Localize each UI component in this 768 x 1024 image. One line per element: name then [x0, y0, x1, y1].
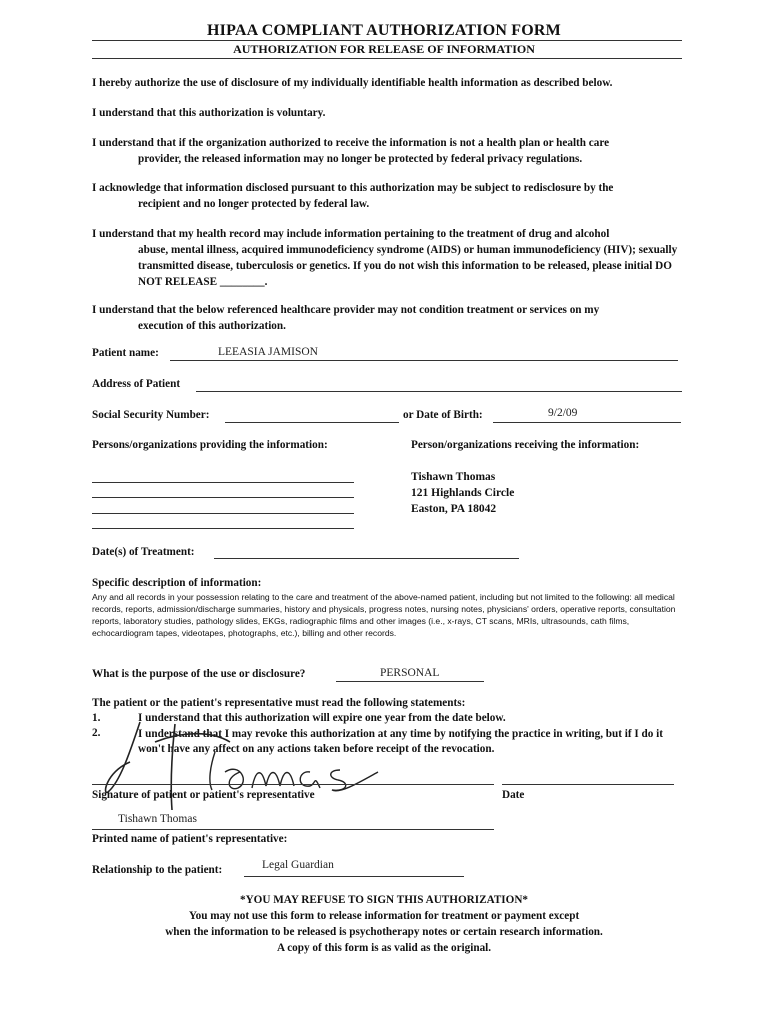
receiving-street: 121 Highlands Circle [411, 487, 515, 499]
purpose-line [336, 681, 484, 682]
providing-line-1[interactable] [92, 482, 354, 483]
footer-line-2: You may not use this form to release information for treatment or payment except [188, 910, 580, 922]
providing-label: Persons/organizations providing the information: [92, 439, 328, 451]
signature-label: Signature of patient or patient's representative [92, 789, 315, 801]
form-subtitle: AUTHORIZATION FOR RELEASE OF INFORMATION [233, 42, 535, 56]
providing-line-4[interactable] [92, 528, 354, 529]
ssn-label: Social Security Number: [92, 409, 210, 421]
read-item-2-num: 2. [92, 727, 101, 739]
form-title: HIPAA COMPLIANT AUTHORIZATION FORM [207, 22, 561, 39]
statement-voluntary: I understand that this authorization is voluntary. [92, 107, 326, 119]
receiving-city: Easton, PA 18042 [411, 503, 497, 515]
relationship-label: Relationship to the patient: [92, 864, 223, 876]
statement-sensitive-info: I understand that my health record may include information pertaining to the treatment of drug and alcohol abuse, mental illness, acquired immunodeficiency syndrome (AIDS) or human immunodeficiency (HIV); sexually transmitted disease, tuberculosis or genetics. If you do not wish this information to be released, please initial DO NOT RELEASE ________. [92, 228, 678, 288]
receiving-block [411, 469, 514, 517]
patient-name-line [170, 360, 678, 361]
footer-line-3: when the information to be released is psychotherapy notes or certain research information. [165, 926, 603, 938]
date-line[interactable] [502, 784, 674, 785]
ssn-line[interactable] [225, 422, 399, 423]
footer-line-4: A copy of this form is as valid as the original. [276, 942, 492, 954]
statement-privacy: I understand that if the organization authorized to receive the information is not a health plan or health care provider, the released information may no longer be protected by federal privacy regulations. [92, 137, 610, 165]
receiving-label: Person/organizations receiving the information: [411, 439, 640, 451]
signature-line[interactable] [92, 784, 494, 785]
purpose-value[interactable]: PERSONAL [380, 667, 440, 679]
patient-name-value[interactable]: LEEASIA JAMISON [218, 346, 318, 358]
specific-label: Specific description of information: [92, 577, 262, 589]
address-line[interactable] [196, 391, 682, 392]
statement-authorize: I hereby authorize the use of disclosure of my individually identifiable health information as described below. [92, 77, 613, 89]
read-intro: The patient or the patient's representative must read the following statements: [92, 697, 466, 709]
footer-refuse: *YOU MAY REFUSE TO SIGN THIS AUTHORIZATION* [239, 894, 529, 906]
treatment-label: Date(s) of Treatment: [92, 546, 195, 558]
subtitle-rule [92, 58, 682, 59]
read-item-1-num: 1. [92, 712, 101, 724]
read-item-2-text: I understand that I may revoke this authorization at any time by notifying the practice in writing, but if I do it won't have any affect on any actions taken before receipt of the revocation. [138, 728, 663, 755]
statement-redisclosure: I acknowledge that information disclosed pursuant to this authorization may be subject to redisclosure by the recipient and no longer protected by federal law. [92, 182, 614, 210]
address-label: Address of Patient [92, 378, 181, 390]
relationship-value[interactable]: Legal Guardian [262, 859, 334, 871]
specific-text: Any and all records in your possession relating to the care and treatment of the above-named patient, including but not limited to the following: all medical records, reports, admission/discharge summaries, history and physicals, progress notes, nursing notes, physicians' orders, operative reports, consultation reports, laboratory studies, pathology slides, EKGs, radiographic films and other images (i.e., x-rays, CT scans, MRIs, ultrasounds, cath films, echocardiogram tapes, videotapes, photographs, etc.), billing and other records. [92, 592, 676, 638]
receiving-name: Tishawn Thomas [411, 471, 496, 483]
relationship-line [244, 876, 464, 877]
title-rule [92, 40, 682, 41]
providing-line-2[interactable] [92, 497, 354, 498]
statement-no-condition: I understand that the below referenced healthcare provider may not condition treatment or services on my execution of this authorization. [92, 304, 600, 332]
date-label: Date [502, 789, 525, 801]
dob-line [493, 422, 681, 423]
treatment-line[interactable] [214, 558, 519, 559]
dob-value[interactable]: 9/2/09 [548, 407, 578, 419]
printed-name-value[interactable]: Tishawn Thomas [118, 813, 197, 825]
dob-label: or Date of Birth: [403, 409, 483, 421]
read-item-1-text: I understand that this authorization will expire one year from the date below. [138, 712, 506, 724]
signature-scribble [100, 712, 400, 822]
purpose-label: What is the purpose of the use or disclosure? [92, 668, 306, 680]
providing-line-3[interactable] [92, 513, 354, 514]
printed-name-label: Printed name of patient's representative: [92, 833, 288, 845]
patient-name-label: Patient name: [92, 347, 159, 359]
printed-name-line [92, 829, 494, 830]
